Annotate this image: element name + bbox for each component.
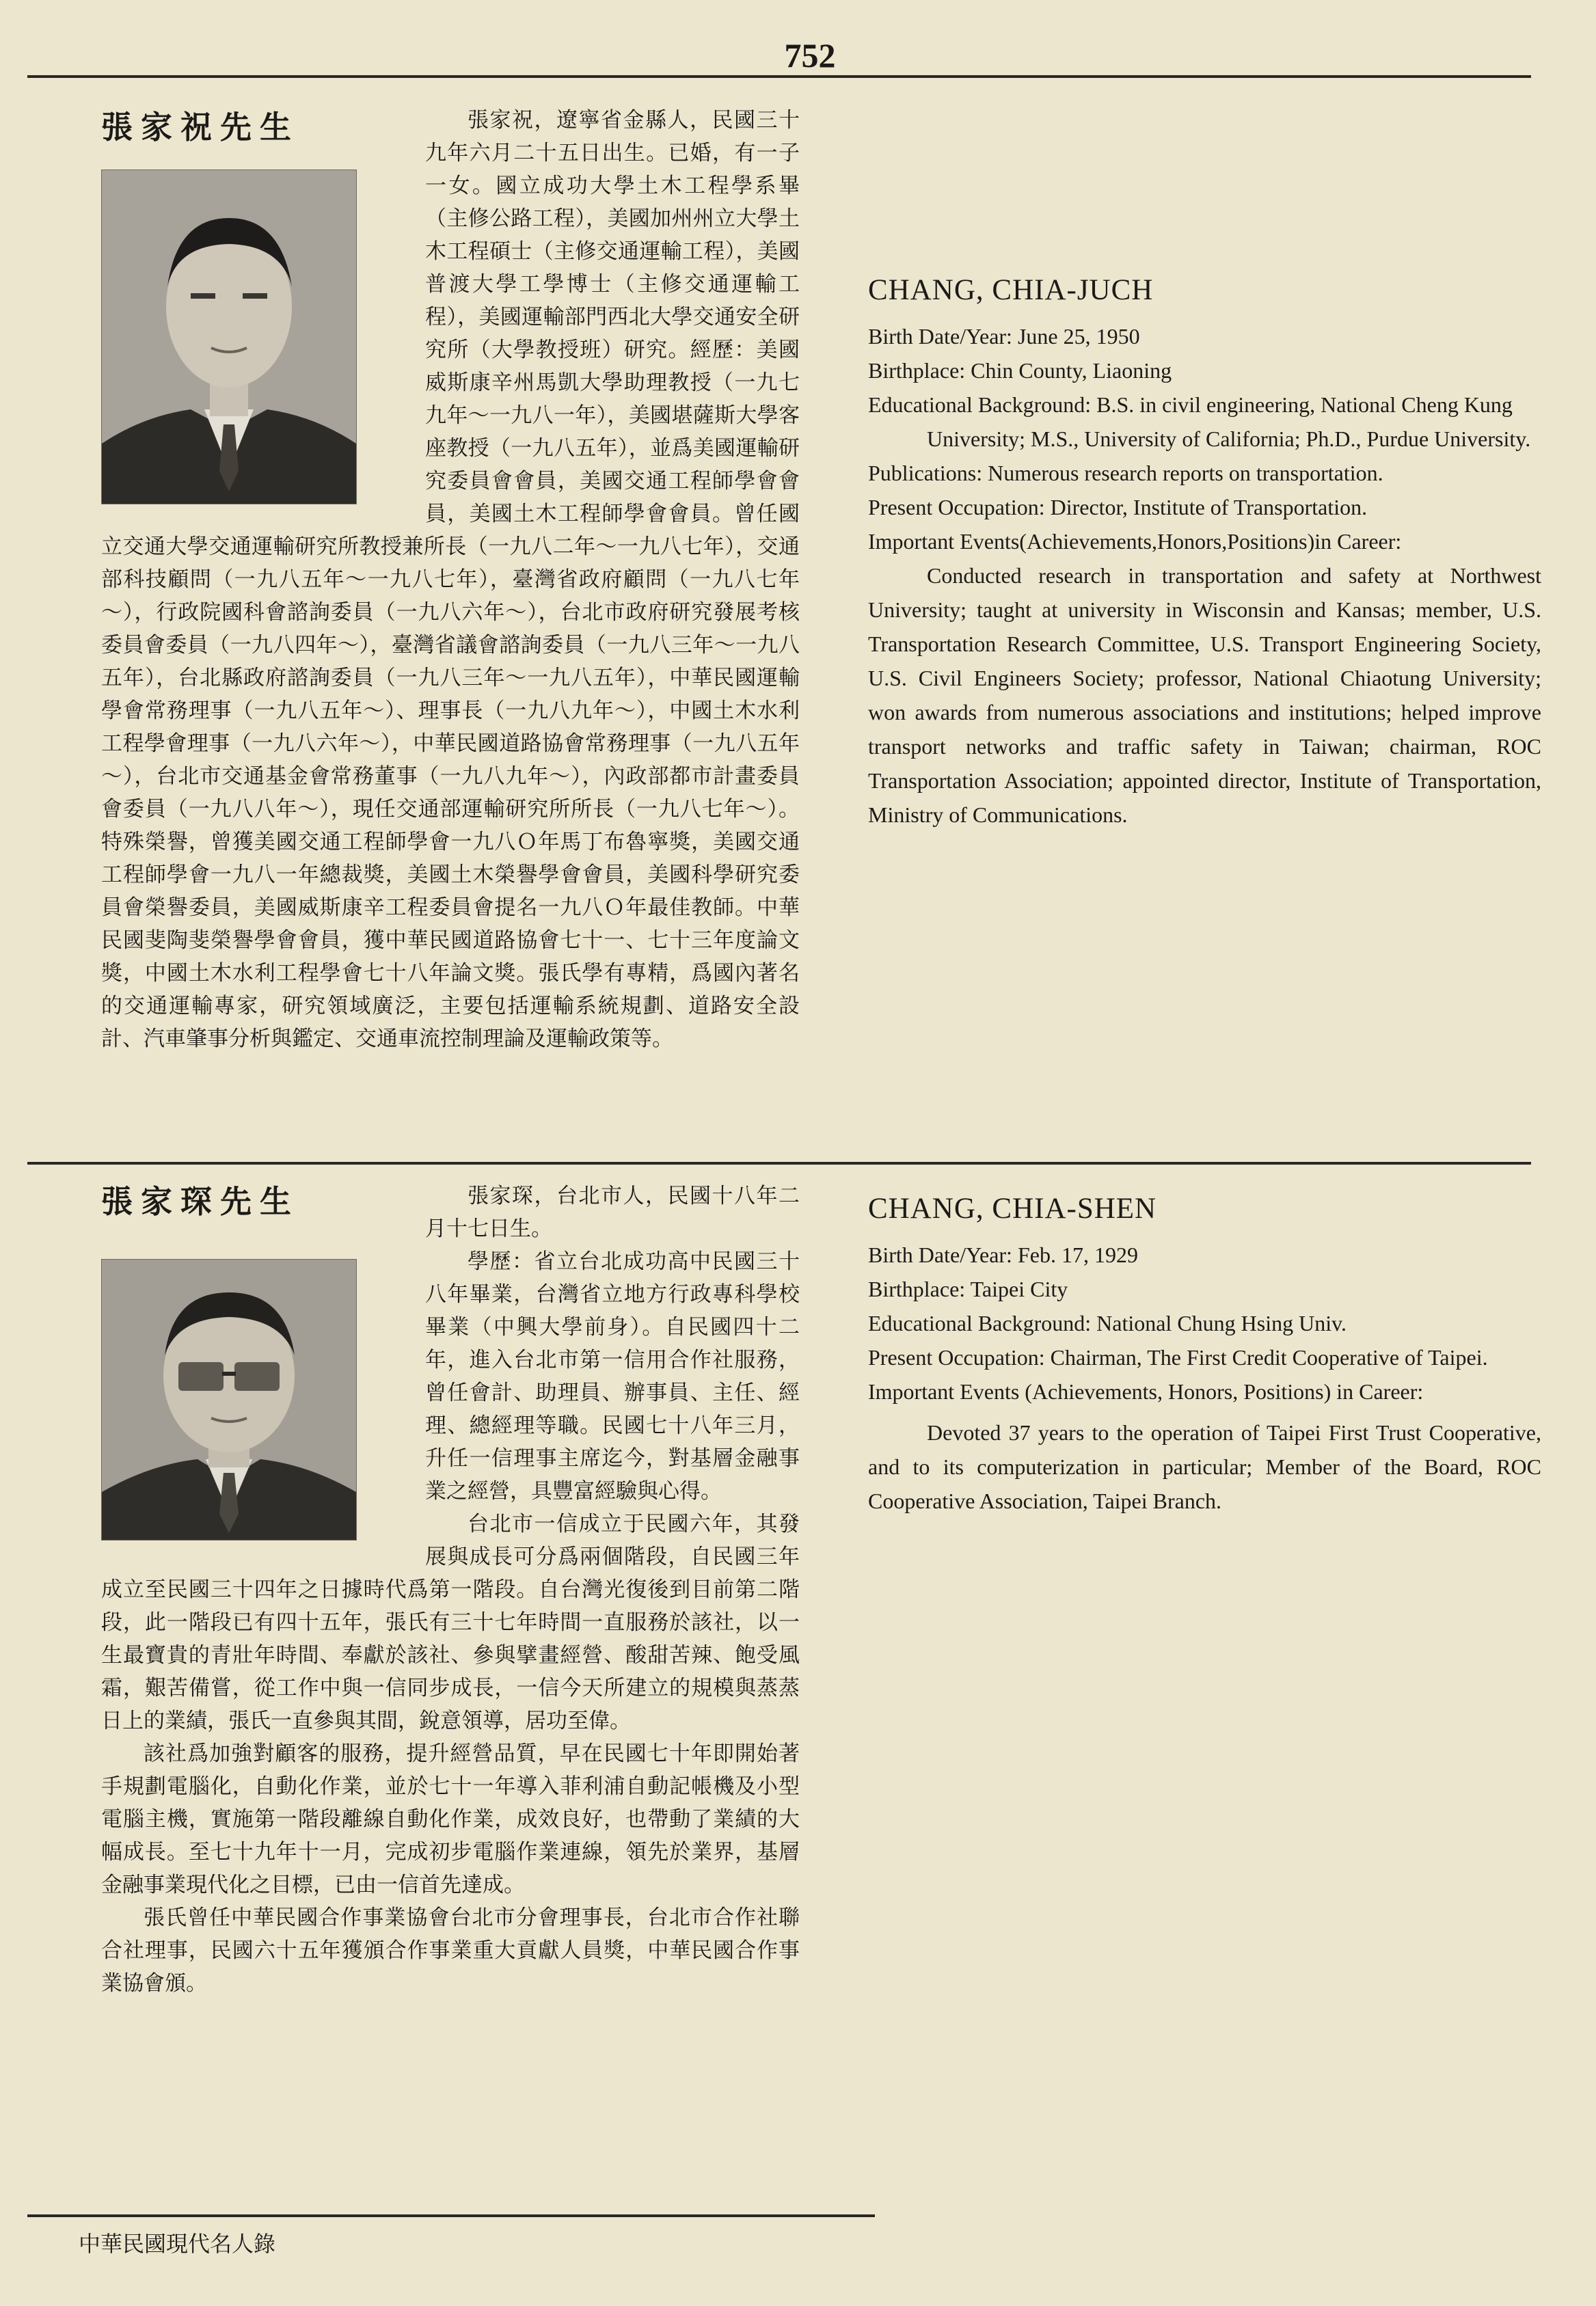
entry-1-birth-date: Birth Date/Year: June 25, 1950	[868, 324, 1140, 349]
entry-1-birthplace: Birthplace: Chin County, Liaoning	[868, 358, 1172, 383]
entry-2-events-text: Devoted 37 years to the operation of Taipei First Trust Cooperative, and to its computerization in particular; Member of the Board, ROC Cooperative Association, Taipei Branch.	[868, 1420, 1541, 1513]
entry-2-chinese-paragraph: 台北市一信成立于民國六年，其發展與成長可分爲兩個階段，自民國三年成立至民國三十四年之日據時代爲第一階段。自台灣光復後到目前第二階段，此一階段已有四十五年，張氏有三十七年時間一直服務於該社，以一生最寶貴的青壯年時間、奉獻於該社、參與擘畫經營、酸甜苦辣、飽受風霜，艱苦備嘗，從工作中與一信同步成長，一信今天所建立的規模與蒸蒸日上的業績，張氏一直參與其間，銳意領導，居功至偉。	[101, 1512, 800, 1733]
entry-2-chinese-paragraph: 該社爲加強對顧客的服務，提升經營品質，早在民國七十年即開始著手規劃電腦化，自動化作業，並於七十一年導入菲利浦自動記帳機及小型電腦主機，實施第一階段離線自動化作業，成效良好，也帶動了業績的大幅成長。至七十九年十一月，完成初步電腦作業連線，領先於業界，基層金融事業現代化之目標，已由一信首先達成。	[101, 1741, 800, 1897]
entry-1-photo-spacer	[101, 104, 425, 502]
entry-2-chinese-paragraph: 張氏曾任中華民國合作事業協會台北市分會理事長，台北市合作社聯合社理事，民國六十五年獲頒合作事業重大貢獻人員獎，中華民國合作事業協會頒。	[101, 1905, 800, 1996]
entry-2-chinese-paragraph: 學歷：省立台北成功高中民國三十八年畢業，台灣省立地方行政專科學校畢業（中興大學前身）。自民國四十二年，進入台北市第一信用合作社服務，曾任會計、助理員、辦事員、主任、經理、總經理等職。民國七十八年三月，升任一信理事主席迄今，對基層金融事業之經營，具豐富經驗與心得。	[425, 1249, 800, 1504]
entry-1-chinese-name: 張家祝先生	[101, 109, 299, 146]
entry-2-events-label: Important Events (Achievements, Honors, Positions) in Career:	[868, 1379, 1424, 1404]
entry-2-english-name: CHANG, CHIA-SHEN	[868, 1193, 1157, 1225]
entry-1-english-bio	[868, 273, 1541, 832]
entry-divider	[27, 1162, 1531, 1165]
entry-2-chinese-paragraph: 張家琛，台北市人，民國十八年二月十七日生。	[425, 1184, 800, 1241]
entry-2-occupation: Present Occupation: Chairman, The First Credit Cooperative of Taipei.	[868, 1345, 1488, 1370]
top-rule	[27, 75, 1531, 78]
entry-1-occupation: Present Occupation: Director, Institute of Transportation.	[868, 495, 1368, 519]
entry-1-publications: Publications: Numerous research reports on transportation.	[868, 461, 1383, 485]
book-title-footer: 中華民國現代名人錄	[79, 2231, 276, 2257]
entry-2-education: Educational Background: National Chung Hsing Univ.	[868, 1311, 1347, 1335]
entry-1-chinese-bio	[101, 104, 800, 1150]
entry-2-chinese-name: 張家琛先生	[101, 1183, 299, 1220]
entry-2-birth-date: Birth Date/Year: Feb. 17, 1929	[868, 1243, 1138, 1267]
entry-1-education: Educational Background: B.S. in civil engineering, National Cheng Kung University; M.S., University of California; Ph.D., Purdue University.	[868, 392, 1531, 451]
entry-1-events-text: Conducted research in transportation and safety at Northwest University; taught at university in Wisconsin and Kansas; member, U.S. Transportation Research Committee, U.S. Transport Engineering Society, U.S. Civil Engineers Society; professor, National Chiaotung University; won awards from numerous associations and institutions; helped improve transport networks and traffic safety in Taiwan; chairman, ROC Transportation Association; appointed director, Institute of Transportation, Ministry of Communications.	[868, 563, 1541, 827]
page-number: 752	[784, 36, 836, 74]
entry-2-birthplace: Birthplace: Taipei City	[868, 1277, 1068, 1301]
entry-1-english-name: CHANG, CHIA-JUCH	[868, 274, 1154, 306]
entry-1-chinese-paragraph: 張家祝，遼寧省金縣人，民國三十九年六月二十五日出生。已婚，有一子一女。國立成功大學土木工程學系畢（主修公路工程），美國加州州立大學土木工程碩士（主修交通運輸工程），美國普渡大學工學博士（主修交通運輸工程），美國運輸部門西北大學交通安全研究所（大學教授班）研究。經歷：美國威斯康辛州馬凱大學助理教授（一九七九年～一九八一年），美國堪薩斯大學客座教授（一九八五年），並爲美國運輸研究委員會會員，美國交通工程師學會會員，美國土木工程師學會會員。曾任國立交通大學交通運輸研究所教授兼所長（一九八二年～一九八七年），交通部科技顧問（一九八五年～一九八七年），臺灣省政府顧問（一九八七年～），行政院國科會諮詢委員（一九八六年～），台北市政府研究發展考核委員會委員（一九八四年～），臺灣省議會諮詢委員（一九八三年～一九八五年），台北縣政府諮詢委員（一九八三年～一九八五年），中華民國運輸學會常務理事（一九八五年～）、理事長（一九八九年～），中國土木水利工程學會理事（一九八六年～），中華民國道路協會常務理事（一九八五年～），台北市交通基金會常務董事（一九八九年～），內政部都市計畫委員會委員（一九八八年～），現任交通部運輸研究所所長（一九八七年～）。特殊榮譽，曾獲美國交通工程師學會一九八Ｏ年馬丁布魯寧獎，美國交通工程師學會一九八一年總裁獎，美國土木榮譽學會會員，美國科學研究委員會榮譽委員，美國威斯康辛工程委員會提名一九八Ｏ年最佳教師。中華民國斐陶斐榮譽學會會員，獲中華民國道路協會七十一、七十三年度論文獎，中國土木水利工程學會七十八年論文獎。張氏學有專精，爲國內著名的交通運輸專家，研究領域廣泛，主要包括運輸系統規劃、道路安全設計、汽車肇事分析與鑑定、交通車流控制理論及運輸政策等。	[101, 108, 800, 1051]
entry-1-events-label: Important Events(Achievements,Honors,Positions)in Career:	[868, 529, 1402, 554]
entry-2-english-bio	[868, 1192, 1541, 1518]
entry-2-photo-spacer	[101, 1180, 425, 1545]
bottom-rule	[27, 2214, 875, 2217]
entry-2-chinese-bio	[101, 1180, 800, 2150]
